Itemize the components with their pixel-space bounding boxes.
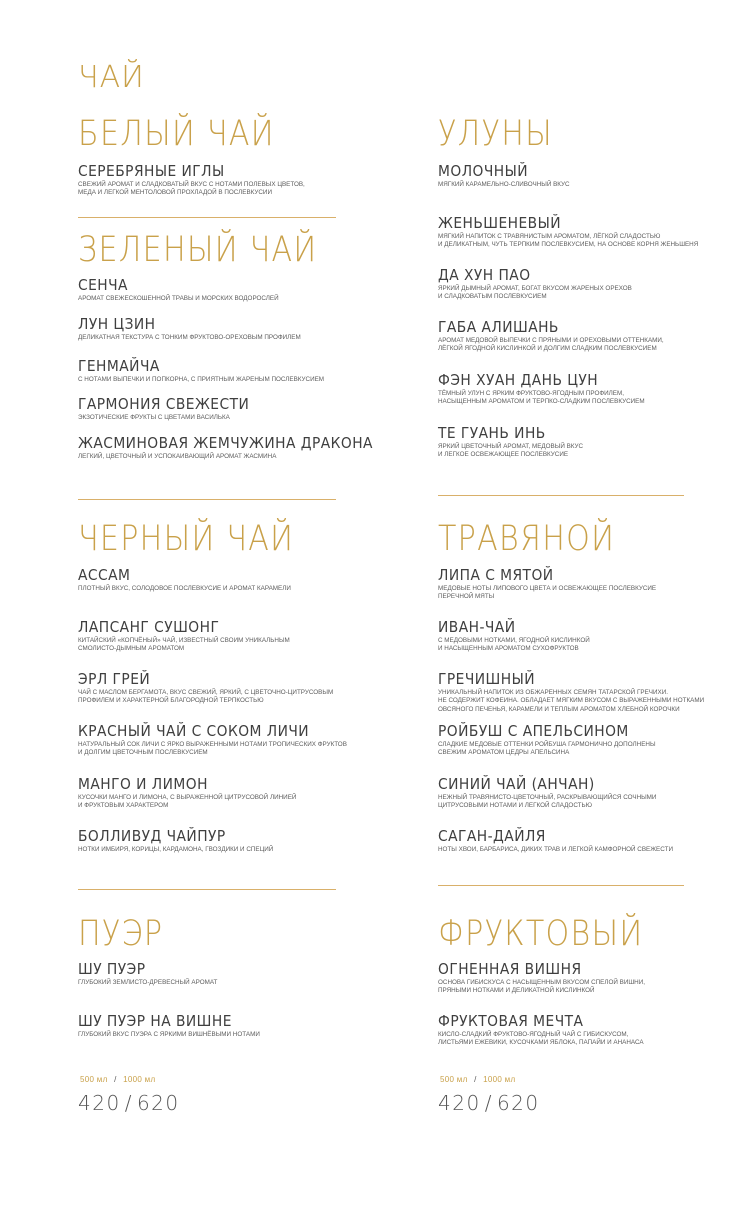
- item-name: ЖЕНЬШЕНЕВЫЙ: [438, 214, 562, 232]
- divider: [438, 495, 684, 496]
- size-separator: /: [474, 1075, 477, 1084]
- size-separator: /: [114, 1075, 117, 1084]
- item-name: ЛУН ЦЗИН: [78, 315, 156, 333]
- price-separator: /: [124, 1091, 133, 1115]
- section-title-fruit: ФРУКТОВЫЙ: [438, 914, 644, 954]
- item-description: ЭКЗОТИЧЕСКИЕ ФРУКТЫ С ЦВЕТАМИ ВАСИЛЬКА: [78, 414, 230, 421]
- menu-item: [438, 775, 656, 811]
- item-name: СЕРЕБРЯНЫЕ ИГЛЫ: [78, 162, 225, 180]
- item-name: МОЛОЧНЫЙ: [438, 162, 529, 180]
- price-small: 420: [438, 1091, 481, 1115]
- menu-item: [438, 424, 583, 460]
- menu-item: [438, 318, 664, 354]
- item-description: УНИКАЛЬНЫЙ НАПИТОК ИЗ ОБЖАРЕННЫХ СЕМЯН ТАТАРСКОЙ ГРЕЧИХИ. НЕ СОДЕРЖИТ КОФЕИНА. ОБЛАДАЕТ МЯГКИМ ВКУСОМ С ВЫРАЖЕННЫМИ НОТКАМИ ОВСЯНОГО ПЕЧЕНЬЯ, КАРАМЕЛИ И ТЕПЛЫМ АРОМАТОМ ХЛЕБНОЙ КОРОЧКИ: [438, 689, 705, 713]
- menu-item: [78, 357, 324, 384]
- menu-item: [438, 722, 656, 758]
- section-title-oolong: УЛУНЫ: [438, 114, 553, 154]
- divider: [78, 217, 336, 218]
- item-name: СИНИЙ ЧАЙ (АНЧАН): [438, 775, 595, 793]
- item-name: ЛАПСАНГ СУШОНГ: [78, 618, 220, 636]
- item-description: С НОТАМИ ВЫПЕЧКИ И ПОПКОРНА, С ПРИЯТНЫМ ЖАРЕНЫМ ПОСЛЕВКУСИЕМ: [78, 376, 325, 383]
- menu-item: [78, 315, 301, 342]
- menu-item: [438, 214, 698, 250]
- item-description: АРОМАТ МЕДОВОЙ ВЫПЕЧКИ С ПРЯНЫМИ И ОРЕХОВЫМИ ОТТЕНКАМИ, ЛЁГКОЙ ЯГОДНОЙ КИСЛИНКОЙ И ДОЛГИМ СЛАДКИМ ПОСЛЕВКУСИЕМ: [438, 337, 664, 353]
- menu-item: [78, 162, 305, 198]
- item-description: С МЕДОВЫМИ НОТКАМИ, ЯГОДНОЙ КИСЛИНКОЙ И НАСЫЩЕННЫМ АРОМАТОМ СУХОФРУКТОВ: [438, 637, 590, 653]
- item-name: ГАБА АЛИШАНЬ: [438, 318, 559, 336]
- menu-item: [438, 827, 673, 854]
- item-name: РОЙБУШ С АПЕЛЬСИНОМ: [438, 722, 629, 740]
- price: [438, 1091, 540, 1115]
- menu-item: [78, 775, 296, 811]
- item-name: ОГНЕННАЯ ВИШНЯ: [438, 960, 582, 978]
- section-title-herbal: ТРАВЯНОЙ: [438, 519, 616, 559]
- item-name: ТЕ ГУАНЬ ИНЬ: [438, 424, 546, 442]
- item-description: ГЛУБОКИЙ ЗЕМЛИСТО-ДРЕВЕСНЫЙ АРОМАТ: [78, 979, 218, 986]
- item-description: ЧАЙ С МАСЛОМ БЕРГАМОТА, ВКУС СВЕЖИЙ, ЯРКИЙ, С ЦВЕТОЧНО-ЦИТРУСОВЫМ ПРОФИЛЕМ И ХАРАКТЕРНОЙ БЛАГОРОДНОЙ ТЕРПКОСТЬЮ: [78, 689, 334, 705]
- section-title-white: БЕЛЫЙ ЧАЙ: [78, 114, 275, 154]
- section-title-puer: ПУЭР: [78, 914, 164, 954]
- item-description: ДЕЛИКАТНАЯ ТЕКСТУРА С ТОНКИМ ФРУКТОВО-ОРЕХОВЫМ ПРОФИЛЕМ: [78, 334, 301, 341]
- item-description: КИСЛО-СЛАДКИЙ ФРУКТОВО-ЯГОДНЫЙ ЧАЙ С ГИБИСКУСОМ, ЛИСТЬЯМИ ЕЖЕВИКИ, КУСОЧКАМИ ЯБЛОКА, ПАПАЙИ И АНАНАСА: [438, 1031, 644, 1047]
- menu-item: [78, 566, 291, 593]
- item-description: СЛАДКИЕ МЕДОВЫЕ ОТТЕНКИ РОЙБУША ГАРМОНИЧНО ДОПОЛНЕНЫ СВЕЖИМ АРОМАТОМ ЦЕДРЫ АПЕЛЬСИНА: [438, 741, 656, 757]
- item-name: ЛИПА С МЯТОЙ: [438, 566, 554, 584]
- item-name: АССАМ: [78, 566, 131, 584]
- menu-item: [78, 395, 264, 422]
- item-description: МЯГКИЙ НАПИТОК С ТРАВЯНИСТЫМ АРОМАТОМ, ЛЁГКОЙ СЛАДОСТЬЮ И ДЕЛИКАТНЫМ, ЧУТЬ ТЕРПКИМ ПОСЛЕВКУСИЕМ, НА ОСНОВЕ КОРНЯ ЖЕНЬШЕНЯ: [438, 233, 699, 249]
- size-labels: [440, 1075, 515, 1084]
- price-large: 620: [496, 1091, 540, 1115]
- section-title-green: ЗЕЛЕНЫЙ ЧАЙ: [78, 230, 318, 270]
- size-small: 500 мл: [440, 1075, 468, 1084]
- item-description: ЯРКИЙ ДЫМНЫЙ АРОМАТ, БОГАТ ВКУСОМ ЖАРЕНЫХ ОРЕХОВ И СЛАДКОВАТЫМ ПОСЛЕВКУСИЕМ: [438, 285, 632, 301]
- menu-item: [438, 162, 570, 189]
- size-large: 1000 мл: [483, 1075, 516, 1084]
- item-description: НОТЫ ХВОИ, БАРБАРИСА, ДИКИХ ТРАВ И ЛЕГКОЙ КАМФОРНОЙ СВЕЖЕСТИ: [438, 846, 673, 853]
- item-description: НОТКИ ИМБИРЯ, КОРИЦЫ, КАРДАМОНА, ГВОЗДИКИ И СПЕЦИЙ: [78, 846, 274, 853]
- price: [78, 1091, 180, 1115]
- item-name: ШУ ПУЭР НА ВИШНЕ: [78, 1012, 232, 1030]
- item-name: ЭРЛ ГРЕЙ: [78, 670, 151, 688]
- menu-item: [78, 1012, 260, 1039]
- menu-item: [78, 960, 217, 987]
- item-name: ГЕНМАЙЧА: [78, 357, 160, 375]
- menu-item: [78, 827, 273, 854]
- item-description: НАТУРАЛЬНЫЙ СОК ЛИЧИ С ЯРКО ВЫРАЖЕННЫМИ НОТАМИ ТРОПИЧЕСКИХ ФРУКТОВ И ДОЛГИМ ЦВЕТОЧНЫМ ПОСЛЕВКУСИЕМ: [78, 741, 347, 757]
- item-name: МАНГО И ЛИМОН: [78, 775, 208, 793]
- item-name: ГРЕЧИШНЫЙ: [438, 670, 536, 688]
- menu-item: [438, 1012, 644, 1048]
- menu-item: [438, 960, 645, 996]
- item-description: АРОМАТ СВЕЖЕСКОШЕННОЙ ТРАВЫ И МОРСКИХ ВОДОРОСЛЕЙ: [78, 295, 279, 302]
- menu-item: [78, 618, 290, 654]
- divider: [438, 885, 684, 886]
- item-name: СЕНЧА: [78, 276, 128, 294]
- item-description: ГЛУБОКИЙ ВКУС ПУЭРА С ЯРКИМИ ВИШНЁВЫМИ НОТАМИ: [78, 1031, 260, 1038]
- size-large: 1000 мл: [123, 1075, 156, 1084]
- item-name: ФЭН ХУАН ДАНЬ ЦУН: [438, 371, 599, 389]
- item-description: ТЁМНЫЙ УЛУН С ЯРКИМ ФРУКТОВО-ЯГОДНЫМ ПРОФИЛЕМ, НАСЫЩЕННЫМ АРОМАТОМ И ТЕРПКО-СЛАДКИМ ПОСЛЕВКУСИЕМ: [438, 390, 645, 406]
- size-small: 500 мл: [80, 1075, 108, 1084]
- item-description: ЯРКИЙ ЦВЕТОЧНЫЙ АРОМАТ, МЕДОВЫЙ ВКУС И ЛЕГКОЕ ОСВЕЖАЮЩЕЕ ПОСЛЕВКУСИЕ: [438, 443, 584, 459]
- item-description: ПЛОТНЫЙ ВКУС, СОЛОДОВОЕ ПОСЛЕВКУСИЕ И АРОМАТ КАРАМЕЛИ: [78, 585, 291, 592]
- item-name: ЖАСМИНОВАЯ ЖЕМЧУЖИНА ДРАКОНА: [78, 434, 373, 452]
- page-title: ЧАЙ: [78, 60, 145, 95]
- menu-item: [438, 566, 656, 602]
- menu-item: [78, 276, 279, 303]
- price-small: 420: [78, 1091, 121, 1115]
- item-description: МЯГКИЙ КАРАМЕЛЬНО-СЛИВОЧНЫЙ ВКУС: [438, 181, 570, 188]
- item-description: СВЕЖИЙ АРОМАТ И СЛАДКОВАТЫЙ ВКУС С НОТАМИ ПОЛЕВЫХ ЦВЕТОВ, МЕДА И ЛЕГКОЙ МЕНТОЛОВОЙ ПРОХЛАДОЙ В ПОСЛЕВКУСИИ: [78, 181, 305, 197]
- price-separator: /: [484, 1091, 493, 1115]
- item-description: КИТАЙСКИЙ «КОПЧЁНЫЙ» ЧАЙ, ИЗВЕСТНЫЙ СВОИМ УНИКАЛЬНЫМ СМОЛИСТО-ДЫМНЫМ АРОМАТОМ: [78, 637, 290, 653]
- section-title-black: ЧЕРНЫЙ ЧАЙ: [78, 519, 295, 559]
- menu-item: [78, 434, 399, 461]
- menu-item: [78, 722, 347, 758]
- item-name: ДА ХУН ПАО: [438, 266, 531, 284]
- item-description: КУСОЧКИ МАНГО И ЛИМОНА, С ВЫРАЖЕННОЙ ЦИТРУСОВОЙ ЛИНИЕЙ И ФРУКТОВЫМ ХАРАКТЕРОМ: [78, 794, 297, 810]
- item-name: ГАРМОНИЯ СВЕЖЕСТИ: [78, 395, 250, 413]
- item-name: КРАСНЫЙ ЧАЙ С СОКОМ ЛИЧИ: [78, 722, 310, 740]
- menu-item: [438, 371, 645, 407]
- item-name: ШУ ПУЭР: [78, 960, 146, 978]
- item-description: ОСНОВА ГИБИСКУСА С НАСЫЩЕННЫМ ВКУСОМ СПЕЛОЙ ВИШНИ, ПРЯНЫМИ НОТКАМИ И ДЕЛИКАТНОЙ КИСЛИНКОЙ: [438, 979, 646, 995]
- item-description: НЕЖНЫЙ ТРАВЯНИСТО-ЦВЕТОЧНЫЙ, РАСКРЫВАЮЩИЙСЯ СОЧНЫМИ ЦИТРУСОВЫМИ НОТАМИ И ЛЕГКОЙ СЛАДОСТЬЮ: [438, 794, 657, 810]
- item-name: САГАН-ДАЙЛЯ: [438, 827, 546, 845]
- item-description: ЛЕГКИЙ, ЦВЕТОЧНЫЙ И УСПОКАИВАЮЩИЙ АРОМАТ ЖАСМИНА: [78, 453, 277, 460]
- price-large: 620: [136, 1091, 180, 1115]
- divider: [78, 889, 336, 890]
- divider: [78, 499, 336, 500]
- item-name: БОЛЛИВУД ЧАЙПУР: [78, 827, 226, 845]
- item-name: ФРУКТОВАЯ МЕЧТА: [438, 1012, 584, 1030]
- menu-item: [438, 670, 704, 714]
- item-name: ИВАН-ЧАЙ: [438, 618, 516, 636]
- size-labels: [80, 1075, 155, 1084]
- menu-item: [78, 670, 333, 706]
- item-description: МЕДОВЫЕ НОТЫ ЛИПОВОГО ЦВЕТА И ОСВЕЖАЮЩЕЕ ПОСЛЕВКУСИЕ ПЕРЕЧНОЙ МЯТЫ: [438, 585, 657, 601]
- menu-item: [438, 266, 632, 302]
- menu-item: [438, 618, 590, 654]
